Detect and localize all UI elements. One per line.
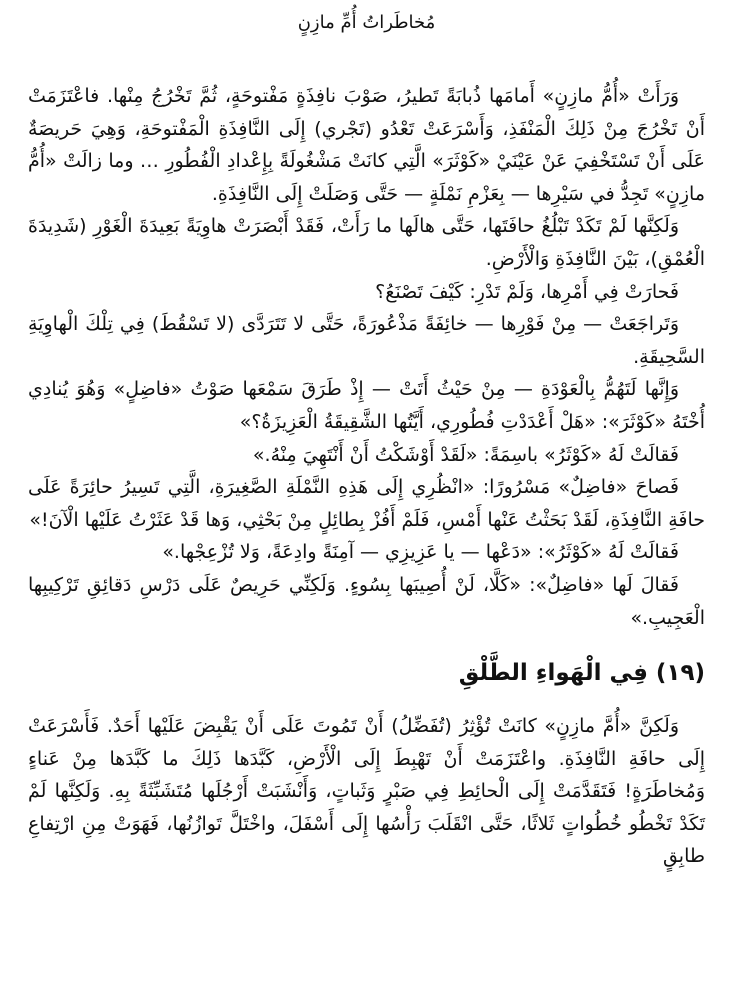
- paragraph: فَصاحَ «فاضِلٌ» مَسْرُورًا: «انْظُرِي إِلَى هَذِهِ النَّمْلَةِ الصَّغِيرَةِ، الَّتِي تَسِيرُ حائِرَةً عَلَى حافَةِ النَّافِذَةِ، لَقَدْ بَحَثْتُ عَنْها أَمْسِ، فَلَمْ أَفُزْ بِطائِلٍ مِنْ بَحْثِي، وَها قَدْ عَثَرْتُ عَلَيْها الْآنَ!»: [28, 476, 705, 531]
- paragraph: وَلَكِنَّ «أُمَّ مازِنٍ» كانَتْ تُؤْثِرُ (تُفَضِّلُ) أَنْ تَمُوتَ عَلَى أَنْ يَقْبِضَ عَلَيْها أَحَدٌ. فَأَسْرَعَتْ إِلَى حافَةِ النَّافِذَةِ. واعْتَزَمَتْ أَنْ تَهْبِطَ إِلَى الْأَرْضِ، كَبَّدَها ذَلِكَ ما كَبَّدَها مِنْ عَناءٍ وَمُخاطَرَةٍ! فَتَقَدَّمَتْ إِلَى الْحائِطِ فِي صَبْرٍ وَثَباتٍ، وَأَنْشَبَتْ أَرْجُلَها مُتَشَبِّثَةً بِهِ. وَلَكِنَّها لَمْ تَكَدْ تَخْطُو خُطُواتٍ ثَلاثًا، حَتَّى انْقَلَبَ رَأْسُها إِلَى أَسْفَلَ، واخْتَلَّ تَوازُنُها، فَهَوَتْ مِنِ ارْتِفاعِ طابِقٍ: [28, 715, 705, 868]
- paragraph: وَتَراجَعَتْ — مِنْ فَوْرِها — خائِفَةً مَذْعُورَةً، حَتَّى لا تَتَرَدَّى (لا تَسْقُطَ) فِي تِلْكَ الْهاوِيَةِ السَّحِيقَةِ.: [28, 313, 705, 368]
- paragraph: فَقالَتْ لَهُ «كَوْثَرُ» باسِمَةً: «لَقَدْ أَوْشَكْتُ أَنْ أَنْتَهِيَ مِنْهُ.»: [252, 443, 679, 466]
- paragraph: فَحارَتْ فِي أَمْرِها، وَلَمْ تَدْرِ: كَيْفَ تَصْنَعُ؟: [375, 280, 679, 303]
- chapter-body: [28, 710, 705, 873]
- story-body: [28, 80, 705, 634]
- paragraph: وَإِنَّها لَتَهُمُّ بِالْعَوْدَةِ — مِنْ حَيْثُ أَتَتْ — إِذْ طَرَقَ سَمْعَها صَوْتُ «فاضِلٍ» وَهُوَ يُنادِي أُخْتَهُ «كَوْثَرَ»: «هَلْ أَعْدَدْتِ فُطُورِي، أَيَّتُها الشَّقِيقَةُ الْعَزِيزَةُ؟»: [28, 378, 705, 433]
- paragraph: فَقالَ لَها «فاضِلٌ»: «كَلَّا، لَنْ أُصِيبَها بِسُوءٍ. وَلَكِنِّي حَرِيصٌ عَلَى دَرْسِ دَقائِقِ تَرْكِيبِها الْعَجِيبِ.»: [28, 573, 705, 629]
- paragraph: فَقالَتْ لَهُ «كَوْثَرُ»: «دَعْها — يا عَزِيزِي — آمِنَةً وادِعَةً، وَلا تُزْعِجْها.»: [162, 541, 679, 564]
- paragraph: وَرَأَتْ «أُمُّ مازِنٍ» أَمامَها ذُبابَةً تَطيرُ، صَوْبَ نافِذَةٍ مَفْتوحَةٍ، ثُمَّ تَخْرُجُ مِنْها. فاعْتَزَمَتْ أَنْ تَخْرُجَ مِنْ ذَلِكَ الْمَنْفَذِ، وَأَسْرَعَتْ تَعْدُو (تَجْري) إِلَى النَّافِذَةِ الْمَفْتوحَةِ، وَهِيَ حَريصَةٌ عَلَى أَنْ تَسْتَخْفِيَ عَنْ عَيْنَيْ «كَوْثَرَ» الَّتِي كانَتْ مَشْغُولَةً بِإِعْدادِ الْفُطُورِ … وما زالَتْ «أُمُّ مازِنٍ» تَجِدُّ في سَيْرِها — بِعَزْمِ نَمْلَةٍ — حَتَّى وَصَلَتْ إِلَى النَّافِذَةِ.: [28, 85, 705, 205]
- chapter-heading: (١٩) فِي الْهَواءِ الطَّلْقِ: [458, 660, 705, 687]
- running-header: مُخاطَراتُ أُمِّ مازِنٍ: [297, 12, 436, 33]
- paragraph: وَلَكِنَّها لَمْ تَكَدْ تَبْلُغُ حافَتَها، حَتَّى هالَها ما رَأَتْ، فَقَدْ أَبْصَرَتْ هاوِيَةً بَعِيدَةَ الْغَوْرِ (شَدِيدَةَ الْعُمْقِ)، بَيْنَ النَّافِذَةِ وَالْأَرْضِ.: [28, 215, 705, 270]
- book-page: [28, 0, 705, 1000]
